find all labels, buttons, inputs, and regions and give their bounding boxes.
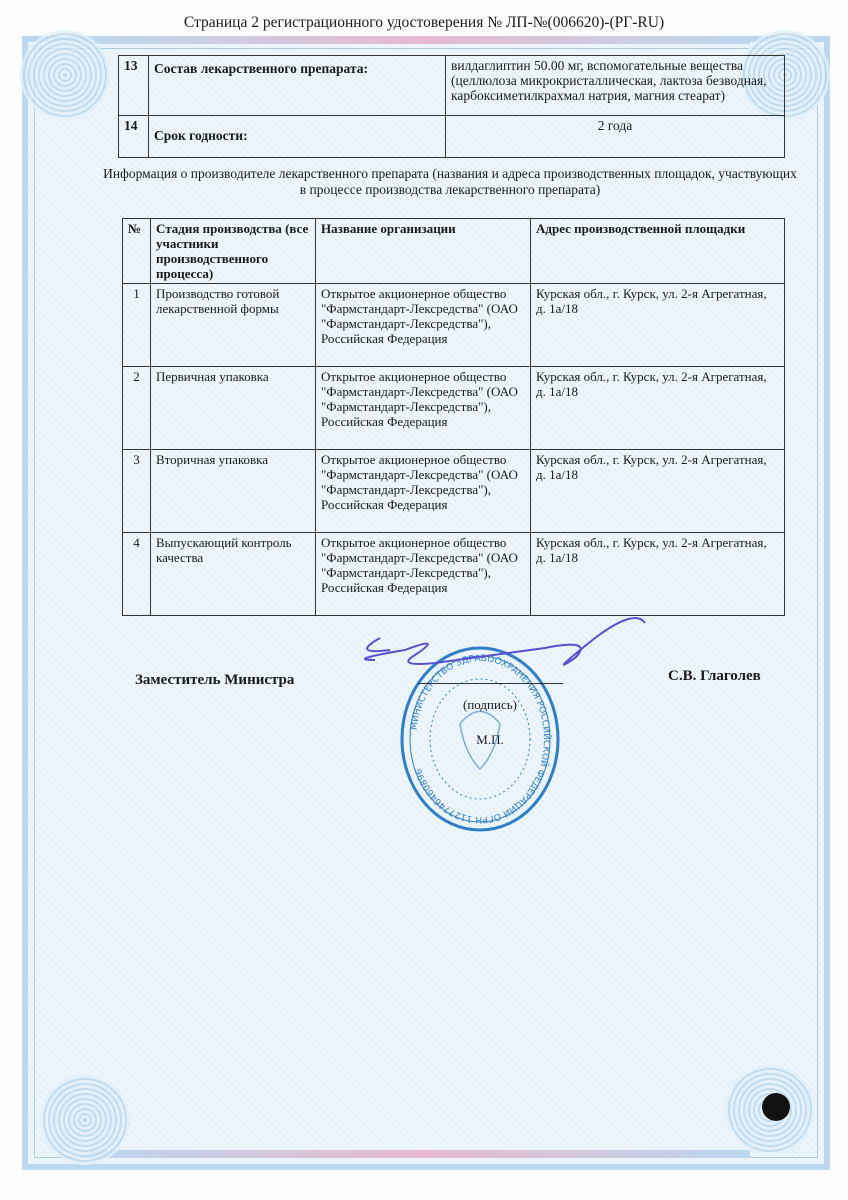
hole-punch-mark <box>762 1093 790 1121</box>
cell-address: Курская обл., г. Курск, ул. 2-я Агрегатная, д. 1а/18 <box>531 284 785 367</box>
table-row <box>119 56 785 116</box>
table-row <box>123 450 785 533</box>
row-number: 13 <box>119 56 149 116</box>
rosette-ornament <box>20 30 110 120</box>
cell-stage: Вторичная упаковка <box>151 450 316 533</box>
cell-number: 1 <box>123 284 151 367</box>
cell-address: Курская обл., г. Курск, ул. 2-я Агрегатная, д. 1а/18 <box>531 533 785 616</box>
signatory-role: Заместитель Министра <box>135 672 295 688</box>
column-header: № <box>123 219 151 284</box>
cell-organization: Открытое акционерное общество "Фармстандарт-Лексредства" (ОАО "Фармстандарт-Лексредства"), Российская Федерация <box>316 284 531 367</box>
cell-number: 3 <box>123 450 151 533</box>
cell-stage: Первичная упаковка <box>151 367 316 450</box>
signature-line <box>418 683 563 684</box>
table-row <box>123 533 785 616</box>
table-row <box>123 284 785 367</box>
cell-organization: Открытое акционерное общество "Фармстандарт-Лексредства" (ОАО "Фармстандарт-Лексредства"), Российская Федерация <box>316 450 531 533</box>
row-value: вилдаглиптин 50.00 мг, вспомогательные вещества (целлюлоза микрокристаллическая, лактоза безводная, карбоксиметилкрахмал натрия, магния стеарат) <box>446 56 785 116</box>
rosette-ornament <box>40 1075 130 1165</box>
column-header: Стадия производства (все участники производственного процесса) <box>151 219 316 284</box>
table-row <box>119 116 785 158</box>
cell-address: Курская обл., г. Курск, ул. 2-я Агрегатная, д. 1а/18 <box>531 450 785 533</box>
cell-address: Курская обл., г. Курск, ул. 2-я Агрегатная, д. 1а/18 <box>531 367 785 450</box>
signatory-name: С.В. Глаголев <box>668 668 761 684</box>
cell-organization: Открытое акционерное общество "Фармстандарт-Лексредства" (ОАО "Фармстандарт-Лексредства"), Российская Федерация <box>316 367 531 450</box>
details-table <box>118 55 785 158</box>
table-header-row <box>123 219 785 284</box>
column-header: Адрес производственной площадки <box>531 219 785 284</box>
row-label: Состав лекарственного препарата: <box>149 56 446 116</box>
cell-organization: Открытое акционерное общество "Фармстандарт-Лексредства" (ОАО "Фармстандарт-Лексредства"), Российская Федерация <box>316 533 531 616</box>
handwritten-signature <box>330 610 710 690</box>
decorative-band-bottom <box>90 1150 750 1158</box>
cell-number: 4 <box>123 533 151 616</box>
seal-place-mark: М.П. <box>476 732 504 747</box>
manufacturer-info-heading: Информация о производителе лекарственного препарата (названия и адреса производственных площадок, участвующих в процессе производства лекарственного препарата) <box>103 166 797 197</box>
svg-text:МИНИСТЕРСТВО ЗДРАВООХРАНЕНИЯ Р: МИНИСТЕРСТВО ЗДРАВООХРАНЕНИЯ РОССИЙСКОЙ ФЕДЕРАЦИИ ОГРН 1127746460896 <box>409 653 552 825</box>
decorative-band-top <box>90 36 750 44</box>
row-number: 14 <box>119 116 149 158</box>
row-label: Срок годности: <box>149 116 446 158</box>
column-header: Название организации <box>316 219 531 284</box>
cell-number: 2 <box>123 367 151 450</box>
signature-caption: (подпись) <box>463 697 517 712</box>
row-value: 2 года <box>446 116 785 158</box>
cell-stage: Производство готовой лекарственной формы <box>151 284 316 367</box>
manufacturers-table <box>122 218 785 616</box>
cell-stage: Выпускающий контроль качества <box>151 533 316 616</box>
page-title: Страница 2 регистрационного удостоверения № ЛП-№(006620)-(РГ-RU) <box>183 14 665 31</box>
table-row <box>123 367 785 450</box>
